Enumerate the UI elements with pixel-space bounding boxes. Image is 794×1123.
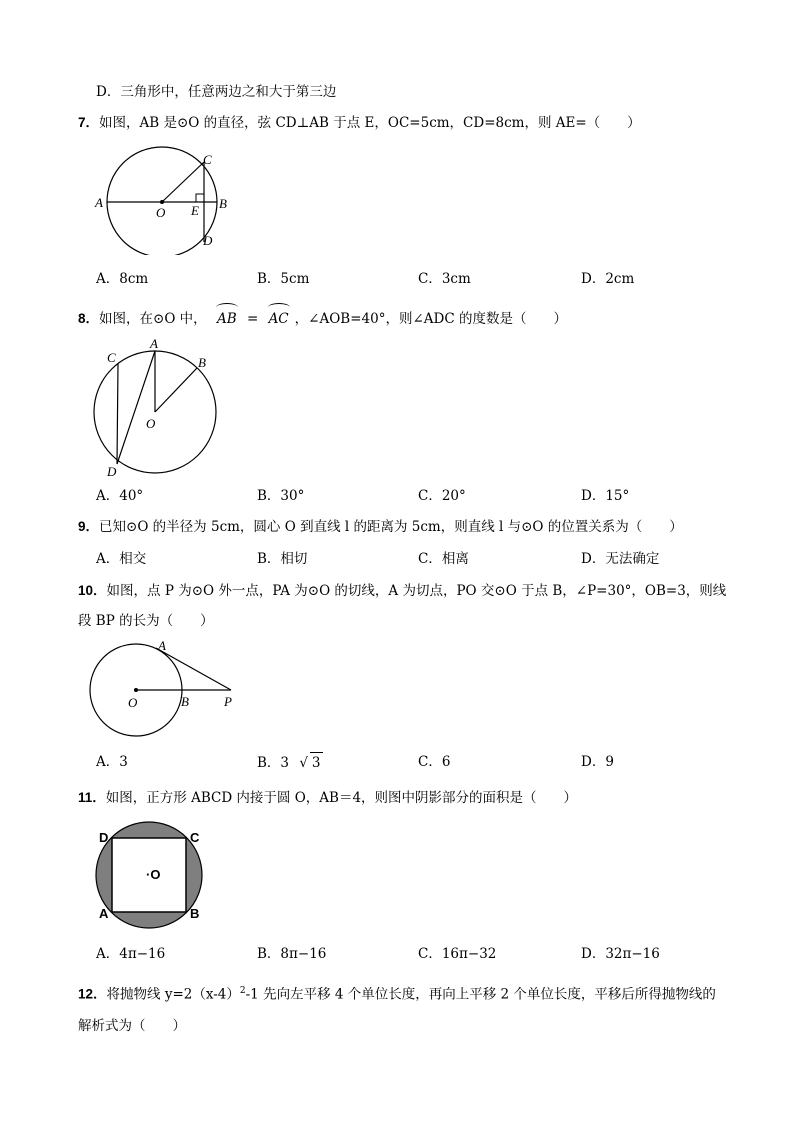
q7-label-o: O bbox=[156, 205, 166, 220]
q11-stem bbox=[78, 788, 577, 808]
q10-option-b-text: B．3 bbox=[257, 755, 290, 771]
q8-text-b: ，∠AOB=40°，则∠ADC 的度数是（ ） bbox=[294, 311, 567, 327]
q7-figure bbox=[90, 145, 240, 255]
q11-label-c: C bbox=[190, 830, 200, 845]
q11-number: 11． bbox=[78, 790, 106, 805]
q8-equals: = bbox=[246, 311, 259, 327]
q8-figure bbox=[85, 335, 230, 480]
q8-text-a: 如图，在⊙O 中， bbox=[99, 311, 207, 327]
q8-stem bbox=[78, 305, 567, 329]
q9-option-d[interactable]: D．无法确定 bbox=[581, 551, 660, 567]
q7-option-a[interactable]: A．8cm bbox=[96, 271, 149, 287]
q10-radical-icon: √ bbox=[299, 755, 308, 771]
q7-radius-oc bbox=[162, 162, 204, 202]
q11-option-a[interactable]: A．4π−16 bbox=[96, 946, 166, 962]
q8-chord-ad bbox=[117, 351, 155, 464]
q9-option-b[interactable]: B．相切 bbox=[257, 551, 308, 567]
q11-label-b: B bbox=[190, 906, 200, 921]
q8-arc-ac: AC bbox=[269, 305, 289, 329]
q9-option-a[interactable]: A．相交 bbox=[96, 551, 147, 567]
q7-label-e: E bbox=[191, 203, 199, 218]
q12-text-a: 将抛物线 y=2（x-4） bbox=[106, 986, 240, 1003]
q10-option-d[interactable]: D．9 bbox=[581, 754, 614, 770]
q10-text-line1: 如图，点 P 为⊙O 外一点，PA 为⊙O 的切线，A 为切点，PO 交⊙O 于点 B，∠P=30°，OB=3，则线 bbox=[106, 583, 727, 599]
q11-option-c[interactable]: C．16π−32 bbox=[418, 946, 497, 962]
q10-option-b[interactable] bbox=[257, 752, 323, 773]
q6-option-d: D．三角形中，任意两边之和大于第三边 bbox=[96, 84, 337, 100]
q12-text-b: -1 先向左平移 4 个单位长度，再向上平移 2 个单位长度，平移后所得抛物线的 bbox=[245, 986, 716, 1003]
q7-option-b[interactable]: B．5cm bbox=[257, 271, 310, 287]
q8-option-c[interactable]: C．20° bbox=[418, 488, 466, 504]
q12-stem-line2: 解析式为（ ） bbox=[78, 1018, 186, 1034]
q12-stem-line1 bbox=[78, 981, 716, 1005]
q8-option-a[interactable]: A．40° bbox=[96, 488, 144, 504]
q8-label-d: D bbox=[107, 464, 117, 479]
q11-option-d[interactable]: D．32π−16 bbox=[581, 946, 660, 962]
q12-exponent: 2 bbox=[239, 986, 246, 996]
q10-stem-line1 bbox=[78, 581, 726, 601]
q8-option-b[interactable]: B．30° bbox=[257, 488, 305, 504]
q10-stem-line2: 段 BP 的长为（ ） bbox=[78, 613, 214, 629]
q7-option-d[interactable]: D．2cm bbox=[581, 271, 635, 287]
q7-label-b: B bbox=[219, 196, 227, 211]
q9-option-c[interactable]: C．相离 bbox=[418, 551, 469, 567]
q12-number: 12． bbox=[78, 986, 107, 1002]
q7-label-a: A bbox=[95, 195, 103, 210]
q9-text: 已知⊙O 的半径为 5cm，圆心 O 到直线 l 的距离为 5cm，则直线 l 与⊙O 的位置关系为（ ） bbox=[99, 519, 683, 535]
q10-option-c[interactable]: C．6 bbox=[418, 754, 451, 770]
q8-number: 8． bbox=[78, 311, 100, 326]
q7-stem bbox=[78, 113, 641, 133]
q9-number: 9． bbox=[78, 519, 100, 534]
q11-label-a: A bbox=[99, 906, 109, 921]
q9-stem bbox=[78, 517, 683, 537]
q8-option-d[interactable]: D．15° bbox=[581, 488, 630, 504]
q8-radius-ob bbox=[155, 368, 197, 412]
q7-right-angle-mark bbox=[196, 194, 204, 202]
q10-label-p: P bbox=[224, 694, 232, 709]
q10-label-o: O bbox=[128, 695, 138, 710]
q7-option-c[interactable]: C．3cm bbox=[418, 271, 471, 287]
q10-option-b-radicand: 3 bbox=[310, 752, 323, 773]
q7-number: 7． bbox=[78, 115, 100, 130]
q10-number: 10． bbox=[78, 583, 107, 598]
q10-label-a: A bbox=[158, 638, 166, 653]
q7-label-c: C bbox=[203, 152, 212, 167]
q11-option-b[interactable]: B．8π−16 bbox=[257, 946, 327, 962]
q10-option-a[interactable]: A．3 bbox=[96, 754, 128, 770]
q8-label-c: C bbox=[107, 350, 116, 365]
q8-chord-cd bbox=[117, 364, 118, 464]
q11-text: 如图，正方形 ABCD 内接于圆 O，AB＝4，则图中阴影部分的面积是（ ） bbox=[105, 790, 578, 806]
q7-center-dot bbox=[160, 200, 164, 204]
q10-figure bbox=[88, 637, 248, 742]
q8-label-o: O bbox=[146, 416, 156, 431]
q10-label-b: B bbox=[181, 694, 189, 709]
q8-arc-ab: AB bbox=[217, 305, 237, 329]
q10-center-dot bbox=[134, 688, 138, 692]
q10-tangent-pa bbox=[156, 648, 231, 690]
q8-label-b: B bbox=[198, 355, 206, 370]
q11-figure bbox=[90, 820, 215, 930]
q7-text: 如图，AB 是⊙O 的直径，弦 CD⊥AB 于点 E，OC=5cm，CD=8cm，则 AE=（ ） bbox=[99, 115, 641, 131]
q8-label-a: A bbox=[150, 336, 158, 351]
q7-label-d: D bbox=[203, 233, 213, 248]
q11-label-o: ·O bbox=[146, 867, 161, 882]
q11-label-d: D bbox=[99, 830, 109, 845]
